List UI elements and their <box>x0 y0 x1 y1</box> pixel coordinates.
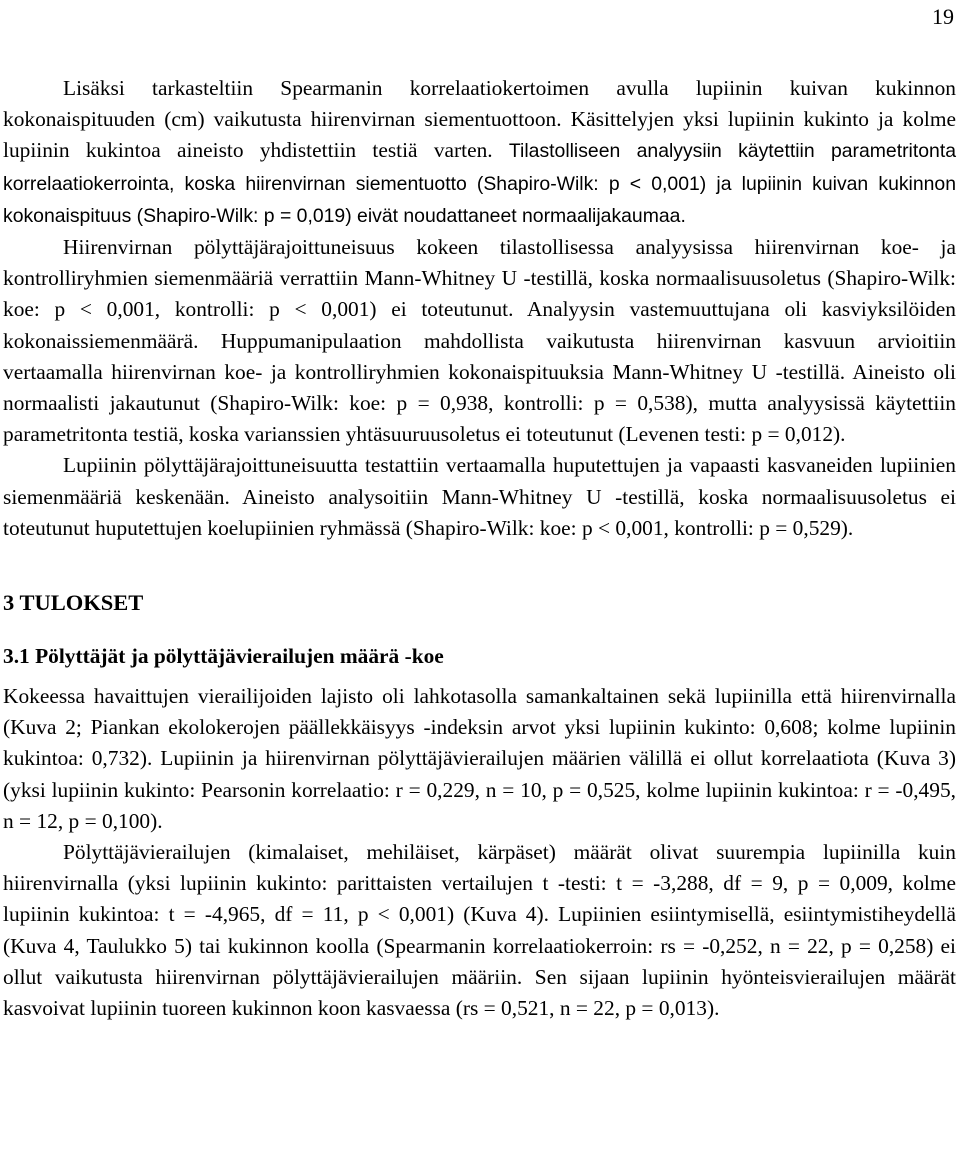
methods-paragraph-vicia-pollinator-limitation: Hiirenvirnan pölyttäjärajoittuneisuus kokeen tilastollisessa analyysissa hiirenvirnan koe- ja kontrolliryhmien siemenmääriä verrattiin Mann-Whitney U -testillä, koska normaalisuusoletus (Shapiro-Wilk: koe: p < 0,001, kontrolli: p < 0,001) ei toteutunut. Analyysin vastemuuttujana oli kasviyksilöiden kokonaissiemenmäärä. Huppumanipulaation mahdollista vaikutusta hiirenvirnan kasvuun arvioitiin vertaamalla hiirenvirnan koe- ja kontrolliryhmien kokonaispituuksia Mann-Whitney U -testillä. Aineisto oli normaalisti jakautunut (Shapiro-Wilk: koe: p = 0,938, kontrolli: p = 0,538), mutta analyysissä käytettiin parametritonta testiä, koska varianssien yhtäsuuruusoletus ei toteutunut (Levenen testi: p = 0,012). <box>3 235 956 447</box>
methods-paragraph-spearman-continuation: Tilastolliseen analyysiin käytettiin parametritonta korrelaatiokerrointa, koska hiirenvirnan siementuotto (Shapiro-Wilk: p < 0,001) ja lupiinin kuivan kukinnon kokonaispituus (Shapiro-Wilk: p = 0,019) eivät noudattaneet normaalijakaumaa. <box>3 140 956 227</box>
subsection-heading-pollinators: 3.1 Pölyttäjät ja pölyttäjävierailujen määrä -koe <box>3 644 444 669</box>
document-body <box>3 73 956 1024</box>
page-number: 19 <box>932 4 954 29</box>
methods-paragraph-spearman <box>3 73 956 232</box>
methods-paragraph-lupine-pollinator-limitation: Lupiinin pölyttäjärajoittuneisuutta testattiin vertaamalla huputettujen ja vapaasti kasvaneiden lupiinien siemenmääriä keskenään. Aineisto analysoitiin Mann-Whitney U -testillä, koska normaalisuusoletus ei toteutunut huputettujen koelupiinien ryhmässä (Shapiro-Wilk: koe: p < 0,001, kontrolli: p = 0,529). <box>3 453 956 540</box>
methods-paragraph-spearman-lead: Lisäksi tarkasteltiin Spearmanin korrelaatiokertoimen avulla lupiinin kuivan kukinnon kokonaispituuden (cm) vaikutusta hiirenvirnan siementuottoon. Käsittelyjen yksi lupiinin kukinto ja kolme lupiinin kukintoa aineisto yhdistettiin testiä varten. <box>3 76 956 163</box>
section-heading-results: 3 TULOKSET <box>3 590 144 616</box>
results-paragraph-visit-counts: Pölyttäjävierailujen (kimalaiset, mehiläiset, kärpäset) määrät olivat suurempia lupiinilla kuin hiirenvirnalla (yksi lupiinin kukinto: parittaisten vertailujen t -testi: t = -3,288, df = 9, p = 0,009, kolme lupiinin kukintoa: t = -4,965, df = 11, p < 0,001) (Kuva 4). Lupiinien esiintymisellä, esiintymistiheydellä (Kuva 4, Taulukko 5) tai kukinnon koolla (Spearmanin korrelaatiokerroin: rs = -0,252, n = 22, p = 0,258) ei ollut vaikutusta hiirenvirnan pölyttäjävierailujen määriin. Sen sijaan lupiinin hyönteisvierailujen määrät kasvoivat lupiinin tuoreen kukinnon koon kasvaessa (rs = 0,521, n = 22, p = 0,013). <box>3 840 956 1021</box>
results-paragraph-visitor-taxa: Kokeessa havaittujen vierailijoiden lajisto oli lahkotasolla samankaltainen sekä lupiinilla että hiirenvirnalla (Kuva 2; Piankan ekolokerojen päällekkäisyys -indeksin arvot yksi lupiinin kukinto: 0,608; kolme lupiinin kukintoa: 0,732). Lupiinin ja hiirenvirnan pölyttäjävierailujen määrien välillä ei ollut korrelaatiota (Kuva 3) (yksi lupiinin kukinto: Pearsonin korrelaatio: r = 0,229, n = 10, p = 0,525, kolme lupiinin kukintoa: r = -0,495, n = 12, p = 0,100). <box>3 684 956 833</box>
